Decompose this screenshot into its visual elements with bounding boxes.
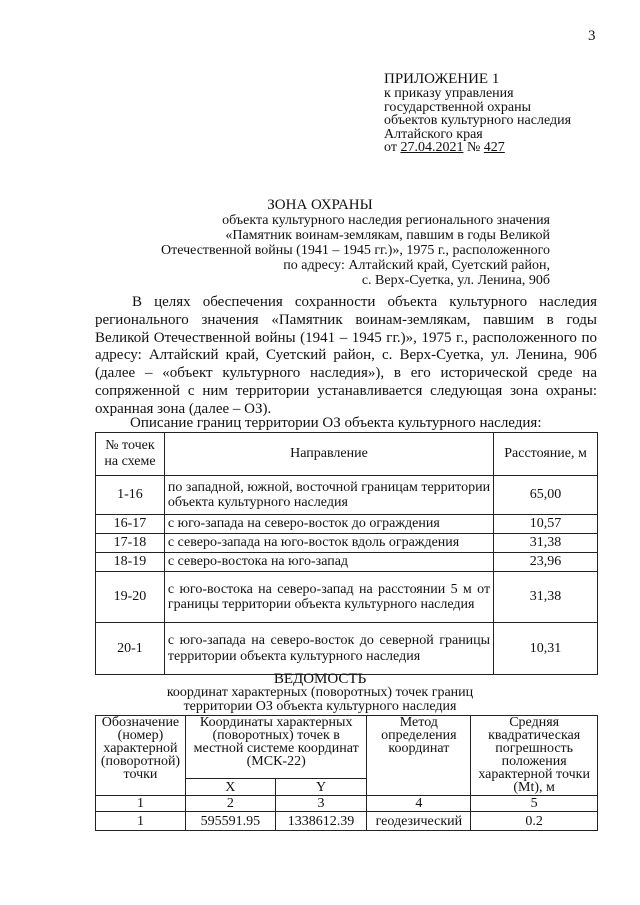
- table-row: [96, 623, 598, 675]
- vedomost-subtitle: [0, 686, 640, 714]
- row-points: 20-1: [96, 623, 165, 675]
- order-date: 27.04.2021: [400, 140, 464, 155]
- row-direction: с юго-запада на северо-восток до северной границы территории объекта культурного наследия: [164, 623, 493, 675]
- appendix-line: государственной охраны: [384, 99, 532, 115]
- header-direction: Направление: [164, 433, 493, 476]
- row-distance: 65,00: [494, 476, 598, 515]
- row-distance: 10,31: [494, 623, 598, 675]
- appendix-line: объектов культурного наследия: [384, 113, 572, 128]
- header-coordinates: Координаты характерных (поворотных) точек в местной системе координат (МСК-22): [185, 716, 366, 779]
- header-method: Метод определения координат: [367, 716, 471, 796]
- col-number: 4: [367, 796, 471, 812]
- table-row: [96, 553, 598, 572]
- header-error: Средняя квадратическая погрешность положения характерной точки (Mt), м: [471, 716, 598, 796]
- coord-row: [96, 812, 598, 831]
- header-y: Y: [275, 779, 367, 796]
- appendix-title: ПРИЛОЖЕНИЕ 1: [384, 71, 500, 87]
- zone-subtitle-line: объекта культурного наследия регионального значения: [222, 213, 550, 228]
- coord-point: 1: [96, 812, 186, 831]
- row-direction: с юго-востока на северо-запад на расстоянии 5 м от границы территории объекта культурного наследия: [164, 572, 493, 623]
- row-distance: 10,57: [494, 515, 598, 534]
- table-caption: Описание границ территории ОЗ объекта культурного наследия:: [130, 415, 542, 431]
- table-row: [96, 534, 598, 553]
- col-number: 1: [96, 796, 186, 812]
- zone-subtitle: [150, 213, 550, 288]
- body-paragraph: [95, 294, 597, 419]
- zone-title: ЗОНА ОХРАНЫ: [267, 197, 373, 213]
- row-direction: по западной, южной, восточной границам территории объекта культурного наследия: [164, 476, 493, 515]
- body-paragraph-text: В целях обеспечения сохранности объекта культурного наследия регионального значения «Памятник воинам-землякам, павшим в годы Великой Отечественной войны (1941 – 1945 гг.)», 1975 г., расположенного по адресу: Алтайский край, Суетский район, с. Верх-Суетка, ул. Ленина, 90б (далее – «объект культурного наследия»), в его исторической среде на сопряженной с ним территории устанавливается следующая зона охраны: охранная зона (далее – ОЗ).: [95, 294, 597, 417]
- vedomost-subtitle-line: территории ОЗ объекта культурного наследия: [183, 699, 457, 714]
- col-number: 3: [275, 796, 367, 812]
- row-points: 18-19: [96, 553, 165, 572]
- row-direction: с северо-востока на юго-запад: [164, 553, 493, 572]
- vedomost-subtitle-line: координат характерных (поворотных) точек границ: [166, 685, 474, 700]
- row-points: 16-17: [96, 515, 165, 534]
- row-points: 19-20: [96, 572, 165, 623]
- row-points: 1-16: [96, 476, 165, 515]
- appendix-date-line: [384, 141, 571, 155]
- page-number: 3: [588, 28, 596, 44]
- appendix-line: к приказу управления: [384, 86, 514, 101]
- table-row: [96, 476, 598, 515]
- coord-numbering-row: [96, 796, 598, 812]
- row-distance: 31,38: [494, 572, 598, 623]
- coord-x: 595591.95: [185, 812, 275, 831]
- header-point-id: Обозначение (номер) характерной (поворотной) точки: [96, 716, 186, 796]
- col-number: 2: [185, 796, 275, 812]
- boundary-table: [95, 432, 598, 675]
- table-row: [96, 515, 598, 534]
- number-label: №: [463, 140, 484, 155]
- col-number: 5: [471, 796, 598, 812]
- header-points: № точек на схеме: [96, 433, 165, 476]
- table-row: [96, 572, 598, 623]
- row-distance: 31,38: [494, 534, 598, 553]
- table-header-row: [96, 433, 598, 476]
- appendix-line: Алтайского края: [384, 126, 483, 142]
- zone-subtitle-line: с. Верх-Суетка, ул. Ленина, 90б: [361, 273, 550, 288]
- zone-subtitle-line: Отечественной войны (1941 – 1945 гг.)», 1975 г., расположенного: [161, 243, 550, 258]
- row-direction: с северо-запада на юго-восток вдоль ограждения: [164, 534, 493, 553]
- vedomost-title: ВЕДОМОСТЬ: [273, 671, 367, 687]
- row-points: 17-18: [96, 534, 165, 553]
- coordinates-table: [95, 715, 598, 831]
- appendix-block: [384, 72, 571, 155]
- zone-subtitle-line: по адресу: Алтайский край, Суетский район,: [283, 258, 550, 273]
- coord-header-row: [96, 716, 598, 779]
- header-distance: Расстояние, м: [494, 433, 598, 476]
- row-distance: 23,96: [494, 553, 598, 572]
- order-number: 427: [483, 140, 505, 155]
- header-x: X: [185, 779, 275, 796]
- coord-y: 1338612.39: [275, 812, 367, 831]
- row-direction: с юго-запада на северо-восток до ограждения: [164, 515, 493, 534]
- zone-subtitle-line: «Памятник воинам-землякам, павшим в годы Великой: [225, 228, 550, 243]
- coord-error: 0.2: [471, 812, 598, 831]
- date-prefix: от: [384, 140, 401, 155]
- coord-method: геодезический: [367, 812, 471, 831]
